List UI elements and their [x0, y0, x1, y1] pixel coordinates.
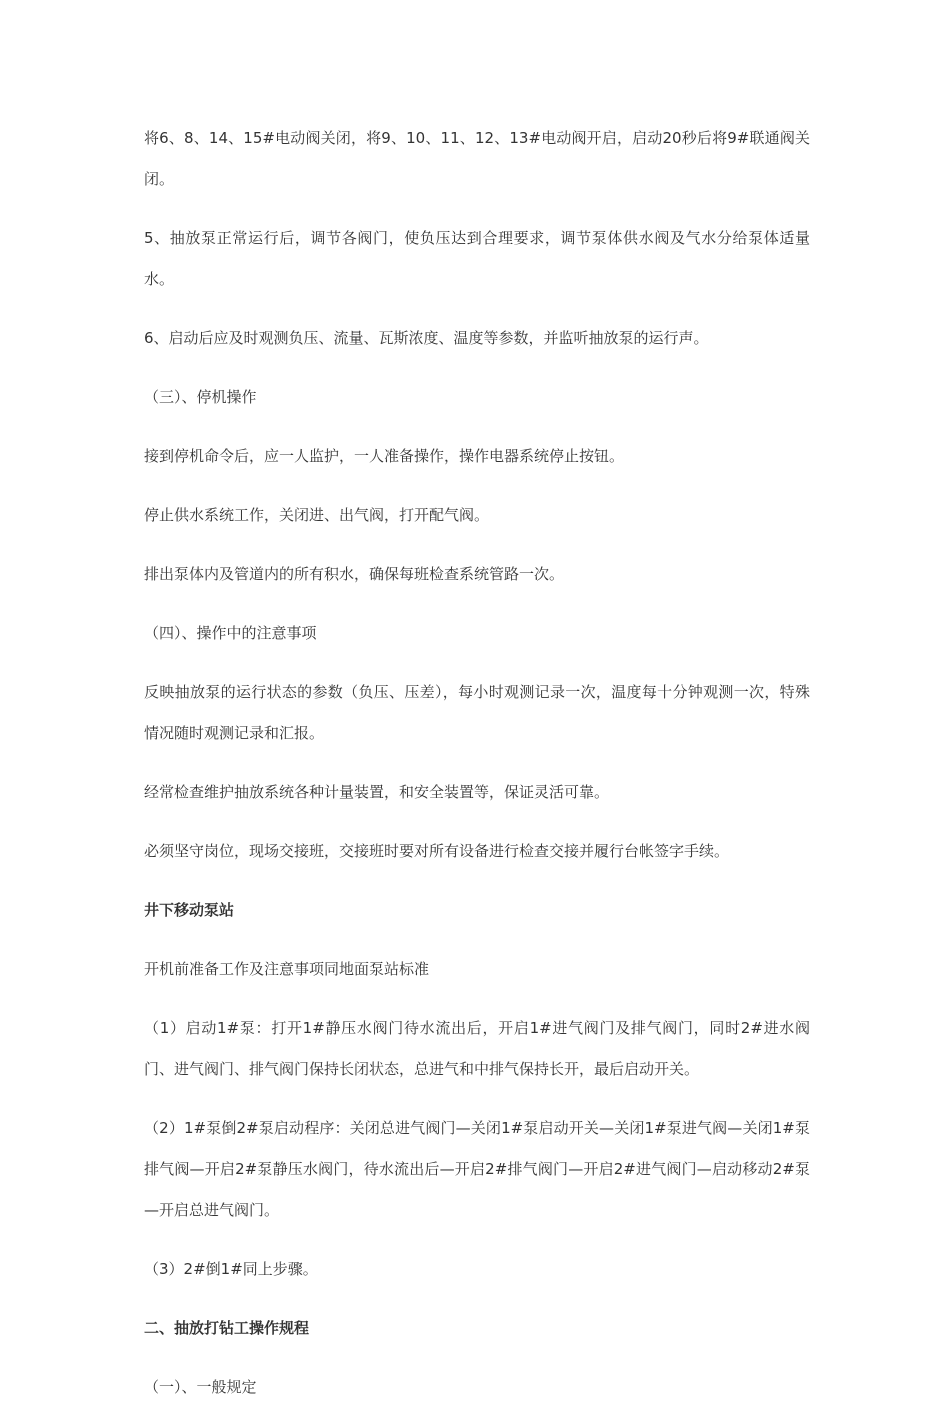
paragraph-precautions-3: 必须坚守岗位，现场交接班，交接班时要对所有设备进行检查交接并履行台帐签字手续。: [144, 842, 730, 860]
paragraph-mobile-pump-step-1: （1）启动1#泵：打开1#静压水阀门待水流出后，开启1#进气阀门及排气阀门，同时2#进水阀门、进气阀门、排气阀门保持长闭状态，总进气和中排气保持长开，最后启动开关。: [144, 1019, 810, 1078]
paragraph-step-6: 6、启动后应及时观测负压、流量、瓦斯浓度、温度等参数，并监听抽放泵的运行声。: [144, 329, 709, 347]
paragraph-precautions-1: 反映抽放泵的运行状态的参数（负压、压差），每小时观测记录一次，温度每十分钟观测一次，特殊情况随时观测记录和汇报。: [144, 683, 810, 742]
section-heading-mobile-pump: 井下移动泵站: [144, 901, 235, 919]
section-heading-shutdown: （三）、停机操作: [144, 388, 257, 406]
paragraph-shutdown-2: 停止供水系统工作，关闭进、出气阀，打开配气阀。: [144, 506, 490, 524]
paragraph-mobile-pump-prep: 开机前准备工作及注意事项同地面泵站标准: [144, 960, 430, 978]
paragraph-valve-sequence: 将6、8、14、15#电动阀关闭，将9、10、11、12、13#电动阀开启，启动20秒后将9#联通阀关闭。: [144, 129, 810, 188]
paragraph-mobile-pump-step-3: （3）2#倒1#同上步骤。: [144, 1260, 318, 1278]
paragraph-step-5: 5、抽放泵正常运行后，调节各阀门，使负压达到合理要求，调节泵体供水阀及气水分给泵体适量水。: [144, 229, 810, 288]
section-heading-precautions: （四）、操作中的注意事项: [144, 624, 317, 642]
section-heading-drilling-rules: 二、抽放打钻工操作规程: [144, 1319, 310, 1337]
document-body: [144, 118, 810, 1426]
paragraph-shutdown-3: 排出泵体内及管道内的所有积水，确保每班检查系统管路一次。: [144, 565, 565, 583]
paragraph-mobile-pump-step-2: （2）1#泵倒2#泵启动程序：关闭总进气阀门—关闭1#泵启动开关—关闭1#泵进气阀—关闭1#泵排气阀—开启2#泵静压水阀门，待水流出后—开启2#排气阀门—开启2#进气阀门—启动移动2#泵—开启总进气阀门。: [144, 1119, 810, 1219]
section-heading-general-rules: （一）、一般规定: [144, 1378, 257, 1396]
paragraph-precautions-2: 经常检查维护抽放系统各种计量装置，和安全装置等，保证灵活可靠。: [144, 783, 610, 801]
paragraph-shutdown-1: 接到停机命令后，应一人监护，一人准备操作，操作电器系统停止按钮。: [144, 447, 625, 465]
